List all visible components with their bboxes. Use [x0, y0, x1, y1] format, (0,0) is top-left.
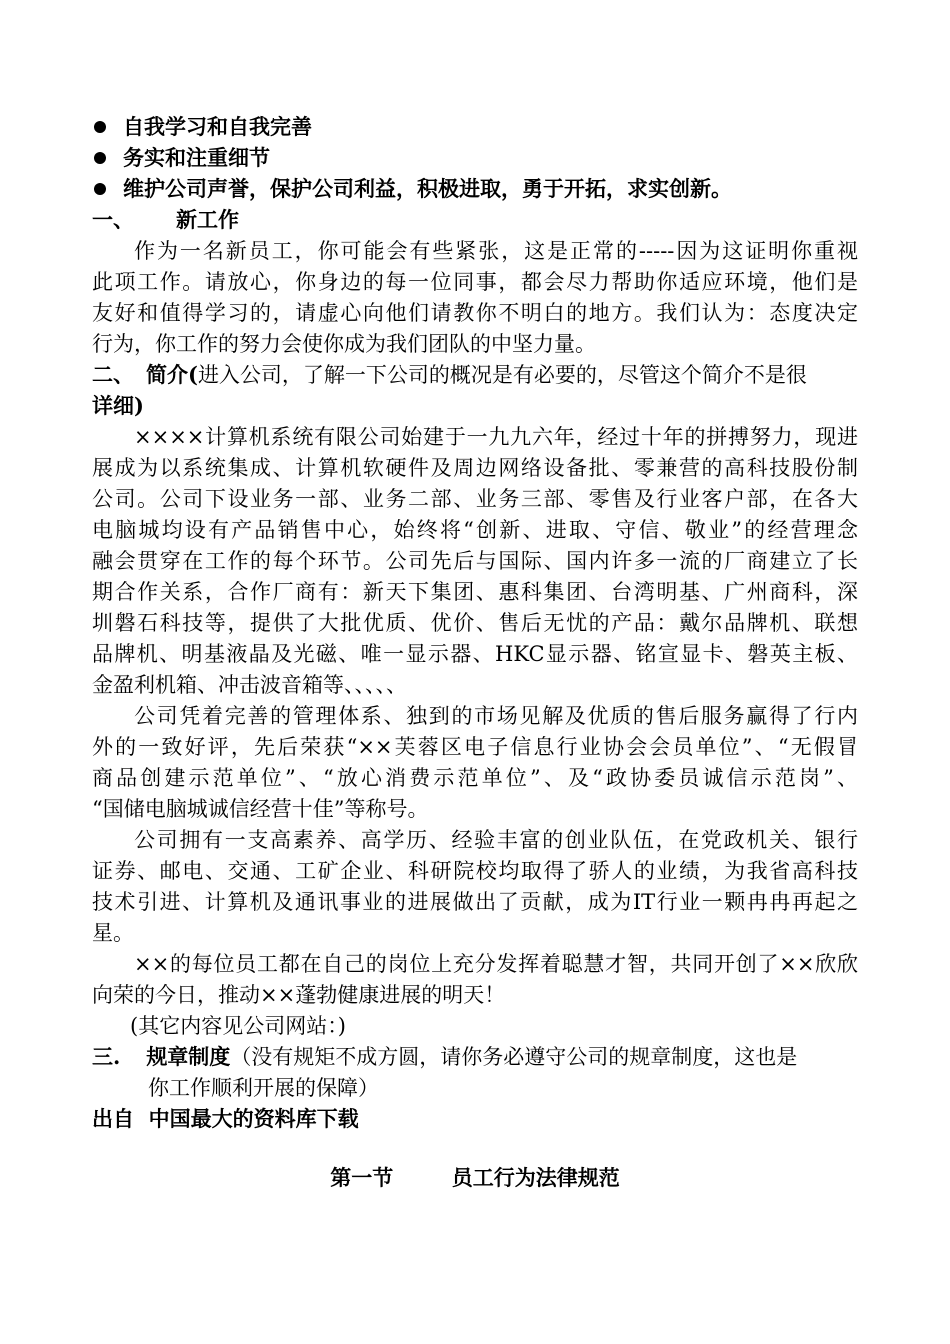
paragraph-line: 公司。公司下设业务一部、业务二部、业务三部、零售及行业客户部，在各大	[92, 487, 858, 511]
paragraph-line: 作为一名新员工，你可能会有些紧张，这是正常的-----因为这证明你重视	[134, 239, 858, 263]
paragraph-line: ××的每位员工都在自己的岗位上充分发挥着聪慧才智，共同开创了××欣欣	[134, 952, 858, 976]
paragraph-line: 向荣的今日，推动××蓬勃健康进展的明天！	[92, 983, 506, 1007]
paragraph-line: 展成为以系统集成、计算机软硬件及周边网络设备批、零兼营的高科技股份制	[92, 456, 858, 480]
paragraph-line: 证券、邮电、交通、工矿企业、科研院校均取得了骄人的业绩，为我省高科技	[92, 859, 858, 883]
paragraph-line: 技术引进、计算机及通讯事业的进展做出了贡献，成为IT行业一颗冉冉再起之	[92, 890, 858, 914]
source-line: 出自 中国最大的资料库下载	[92, 1106, 359, 1131]
paragraph-line: 公司凭着完善的管理体系、独到的市场见解及优质的售后服务赢得了行内	[134, 704, 858, 728]
section-title: 新工作	[176, 207, 239, 232]
paragraph-line: ××××计算机系统有限公司始建于一九九六年，经过十年的拼搏努力，现进	[134, 425, 858, 449]
paragraph-line: 公司拥有一支高素养、高学历、经验丰富的创业队伍，在党政机关、银行	[134, 828, 858, 852]
paragraph-line: 期合作关系，合作厂商有：新天下集团、惠科集团、台湾明基、广州商科，深	[92, 580, 858, 604]
paragraph-line: 商品创建示范单位”、“放心消费示范单位”、及“政协委员诚信示范岗”、	[92, 766, 858, 790]
paragraph-line: 金盈利机箱、冲击波音箱等、、、、、	[92, 673, 407, 697]
section-number: 一、	[92, 207, 134, 232]
paragraph-line: 行为，你工作的努力会使你成为我们团队的中坚力量。	[92, 332, 596, 356]
section-description: （没有规矩不成方圆，请你务必遵守公司的规章制度，这也是	[230, 1045, 798, 1069]
paragraph-line: 友好和值得学习的，请虚心向他们请教你不明白的地方。我们认为：态度决定	[92, 301, 858, 325]
bullet-dot-icon	[94, 121, 106, 133]
paragraph-line: “国储电脑城诚信经营十佳”等称号。	[92, 797, 429, 821]
paragraph-line: 融会贯穿在工作的每个环节。公司先后与国际、国内许多一流的厂商建立了长	[92, 549, 858, 573]
section-number: 三.	[92, 1044, 121, 1069]
section-title: 简介(	[146, 362, 198, 387]
paragraph-line: 电脑城均设有产品销售中心，始终将“创新、进取、守信、敬业”的经营理念	[92, 518, 858, 542]
bullet-item: 自我学习和自我完善	[92, 112, 858, 142]
paragraph-line: 此项工作。请放心，你身边的每一位同事，都会尽力帮助你适应环境，他们是	[92, 270, 858, 294]
section-description-cont: 你工作顺利开展的保障）	[148, 1076, 379, 1100]
section-heading	[92, 1042, 858, 1072]
bullet-dot-icon	[94, 152, 106, 164]
paragraph-line: 圳磐石科技等，提供了大批优质、优价、售后无忧的产品：戴尔品牌机、联想	[92, 611, 858, 635]
section-heading	[92, 205, 858, 235]
note-line: (其它内容见公司网站：)	[130, 1014, 346, 1038]
section-title: 规章制度	[146, 1044, 231, 1069]
section-subtitle: 进入公司，了解一下公司的概况是有必要的，尽管这个简介不是很	[197, 363, 807, 387]
section-heading	[92, 360, 858, 390]
section-number: 二、	[92, 362, 134, 387]
bullet-item: 务实和注重细节	[92, 143, 858, 173]
chapter-heading: 第一节 员工行为法律规范	[330, 1165, 620, 1190]
paragraph-line: 品牌机、明基液晶及光磁、唯一显示器、HKC显示器、铭宣显卡、磐英主板、	[92, 642, 858, 666]
section-subtitle-cont: 详细)	[92, 393, 144, 418]
paragraph-line: 外的一致好评，先后荣获“××芙蓉区电子信息行业协会会员单位”、“无假冒	[92, 735, 858, 759]
bullet-dot-icon	[94, 183, 106, 195]
bullet-item: 维护公司声誉，保护公司利益，积极进取，勇于开拓，求实创新。	[92, 174, 858, 204]
paragraph-line: 星。	[92, 921, 134, 945]
